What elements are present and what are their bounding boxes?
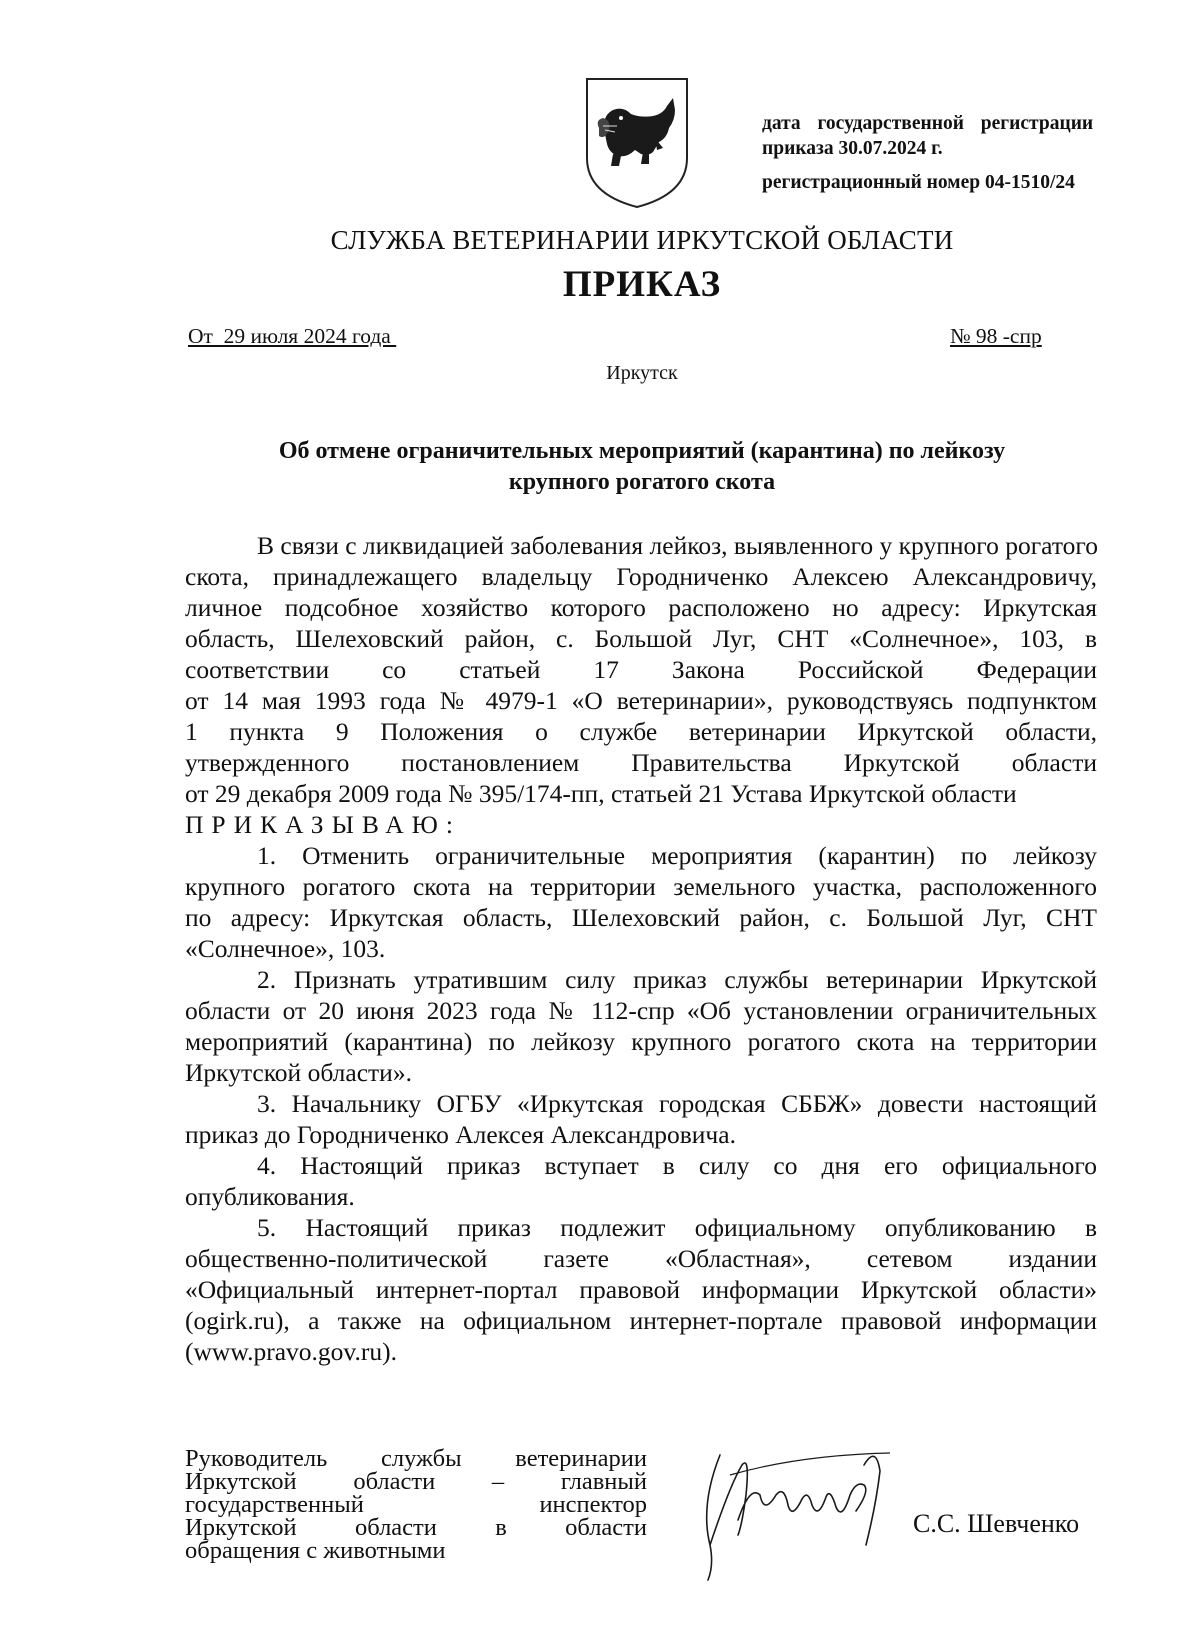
signer-position-line: Руководитель службы ветеринарии xyxy=(185,1445,647,1472)
order-number: № 98 -спр xyxy=(950,324,1042,348)
item-line: 2. Признать утратившим силу приказ службы ветеринарии Иркутской xyxy=(257,965,1097,994)
preamble-line: от 29 декабря 2009 года № 395/174-пп, статьей 21 Устава Иркутской области xyxy=(185,779,1017,808)
signer-name: С.С. Шевченко xyxy=(913,1509,1080,1538)
item-line: 4. Настоящий приказ вступает в силу со дня его официального xyxy=(257,1151,1097,1180)
item-line: крупного рогатого скота на территории земельного участка, расположенного xyxy=(185,872,1097,901)
registration-date-label: дата государственной регистрации xyxy=(762,113,1094,134)
item-line: опубликования. xyxy=(185,1182,355,1211)
order-item-4 xyxy=(185,1150,1097,1212)
item-line: «Официальный интернет-портал правовой информации Иркутской области» xyxy=(185,1275,1097,1304)
preamble-line: соответствии со статьей 17 Закона Российской Федерации xyxy=(185,655,1097,684)
preamble-line: личное подсобное хозяйство которого расположено но адресу: Иркутская xyxy=(185,593,1097,622)
preamble-line: область, Шелеховский район, с. Большой Луг, СНТ «Солнечное», 103, в xyxy=(185,624,1097,653)
document-title: ПРИКАЗ xyxy=(562,264,722,305)
registration-number: регистрационный номер 04-1510/24 xyxy=(762,172,1075,193)
item-line: общественно-политической газете «Областная», сетевом издании xyxy=(185,1244,1097,1273)
order-subject xyxy=(200,436,1084,498)
coat-of-arms-crest xyxy=(583,76,691,211)
registration-date-value: приказа 30.07.2024 г. xyxy=(762,138,943,159)
orders-word: ПРИКАЗЫВАЮ: xyxy=(185,810,461,839)
order-item-1 xyxy=(185,840,1097,964)
subject-line: крупного рогатого скота xyxy=(508,469,776,495)
preamble-line: утвержденного постановлением Правительства Иркутской области xyxy=(185,748,1097,777)
item-line: «Солнечное», 103. xyxy=(185,934,386,963)
item-line: мероприятий (карантина) по лейкозу крупного рогатого скота на территории xyxy=(185,1027,1097,1056)
item-line: Иркутской области». xyxy=(185,1058,412,1087)
order-item-3 xyxy=(185,1088,1097,1150)
order-date: От 29 июля 2024 года xyxy=(188,324,397,348)
preamble-paragraph xyxy=(185,530,1097,809)
order-body xyxy=(185,530,1097,1367)
signer-position xyxy=(185,1447,647,1562)
item-line: (ogirk.ru), а также на официальном интернет-портале правовой информации xyxy=(185,1306,1097,1335)
preamble-line: 1 пункта 9 Положения о службе ветеринарии Иркутской области, xyxy=(185,717,1097,746)
irkutsk-babr-crest-icon xyxy=(583,76,691,211)
item-line: 3. Начальнику ОГБУ «Иркутская городская СББЖ» довести настоящий xyxy=(257,1089,1097,1118)
preamble-line: скота, принадлежащего владельцу Городниченко Алексею Александровичу, xyxy=(185,562,1097,591)
order-item-2 xyxy=(185,964,1097,1088)
order-city: Иркутск xyxy=(606,362,678,384)
preamble-line: В связи с ликвидацией заболевания лейкоз, выявленного у крупного рогатого xyxy=(257,531,1098,560)
signer-position-line: Иркутской области – главный xyxy=(185,1468,647,1495)
item-line: по адресу: Иркутская область, Шелеховский район, с. Большой Луг, СНТ xyxy=(185,903,1097,932)
signer-position-line: Иркутской области в области xyxy=(185,1514,647,1541)
preamble-line: от 14 мая 1993 года № 4979-1 «О ветеринарии», руководствуясь подпунктом xyxy=(185,686,1097,715)
item-line: области от 20 июня 2023 года № 112-спр «Об установлении ограничительных xyxy=(185,996,1097,1025)
order-item-5 xyxy=(185,1212,1097,1367)
handwritten-signature xyxy=(680,1425,910,1585)
item-line: 5. Настоящий приказ подлежит официальному опубликованию в xyxy=(257,1213,1097,1242)
signer-position-line: обращения с животными xyxy=(185,1537,446,1564)
subject-line: Об отмене ограничительных мероприятий (карантина) по лейкозу xyxy=(278,438,1006,464)
item-line: (www.pravo.gov.ru). xyxy=(185,1337,397,1366)
item-line: приказ до Городниченко Алексея Александровича. xyxy=(185,1120,736,1149)
agency-name: СЛУЖБА ВЕТЕРИНАРИИ ИРКУТСКОЙ ОБЛАСТИ xyxy=(330,225,954,255)
signer-position-line: государственный инспектор xyxy=(185,1491,647,1518)
item-line: 1. Отменить ограничительные мероприятия (карантин) по лейкозу xyxy=(257,841,1097,870)
